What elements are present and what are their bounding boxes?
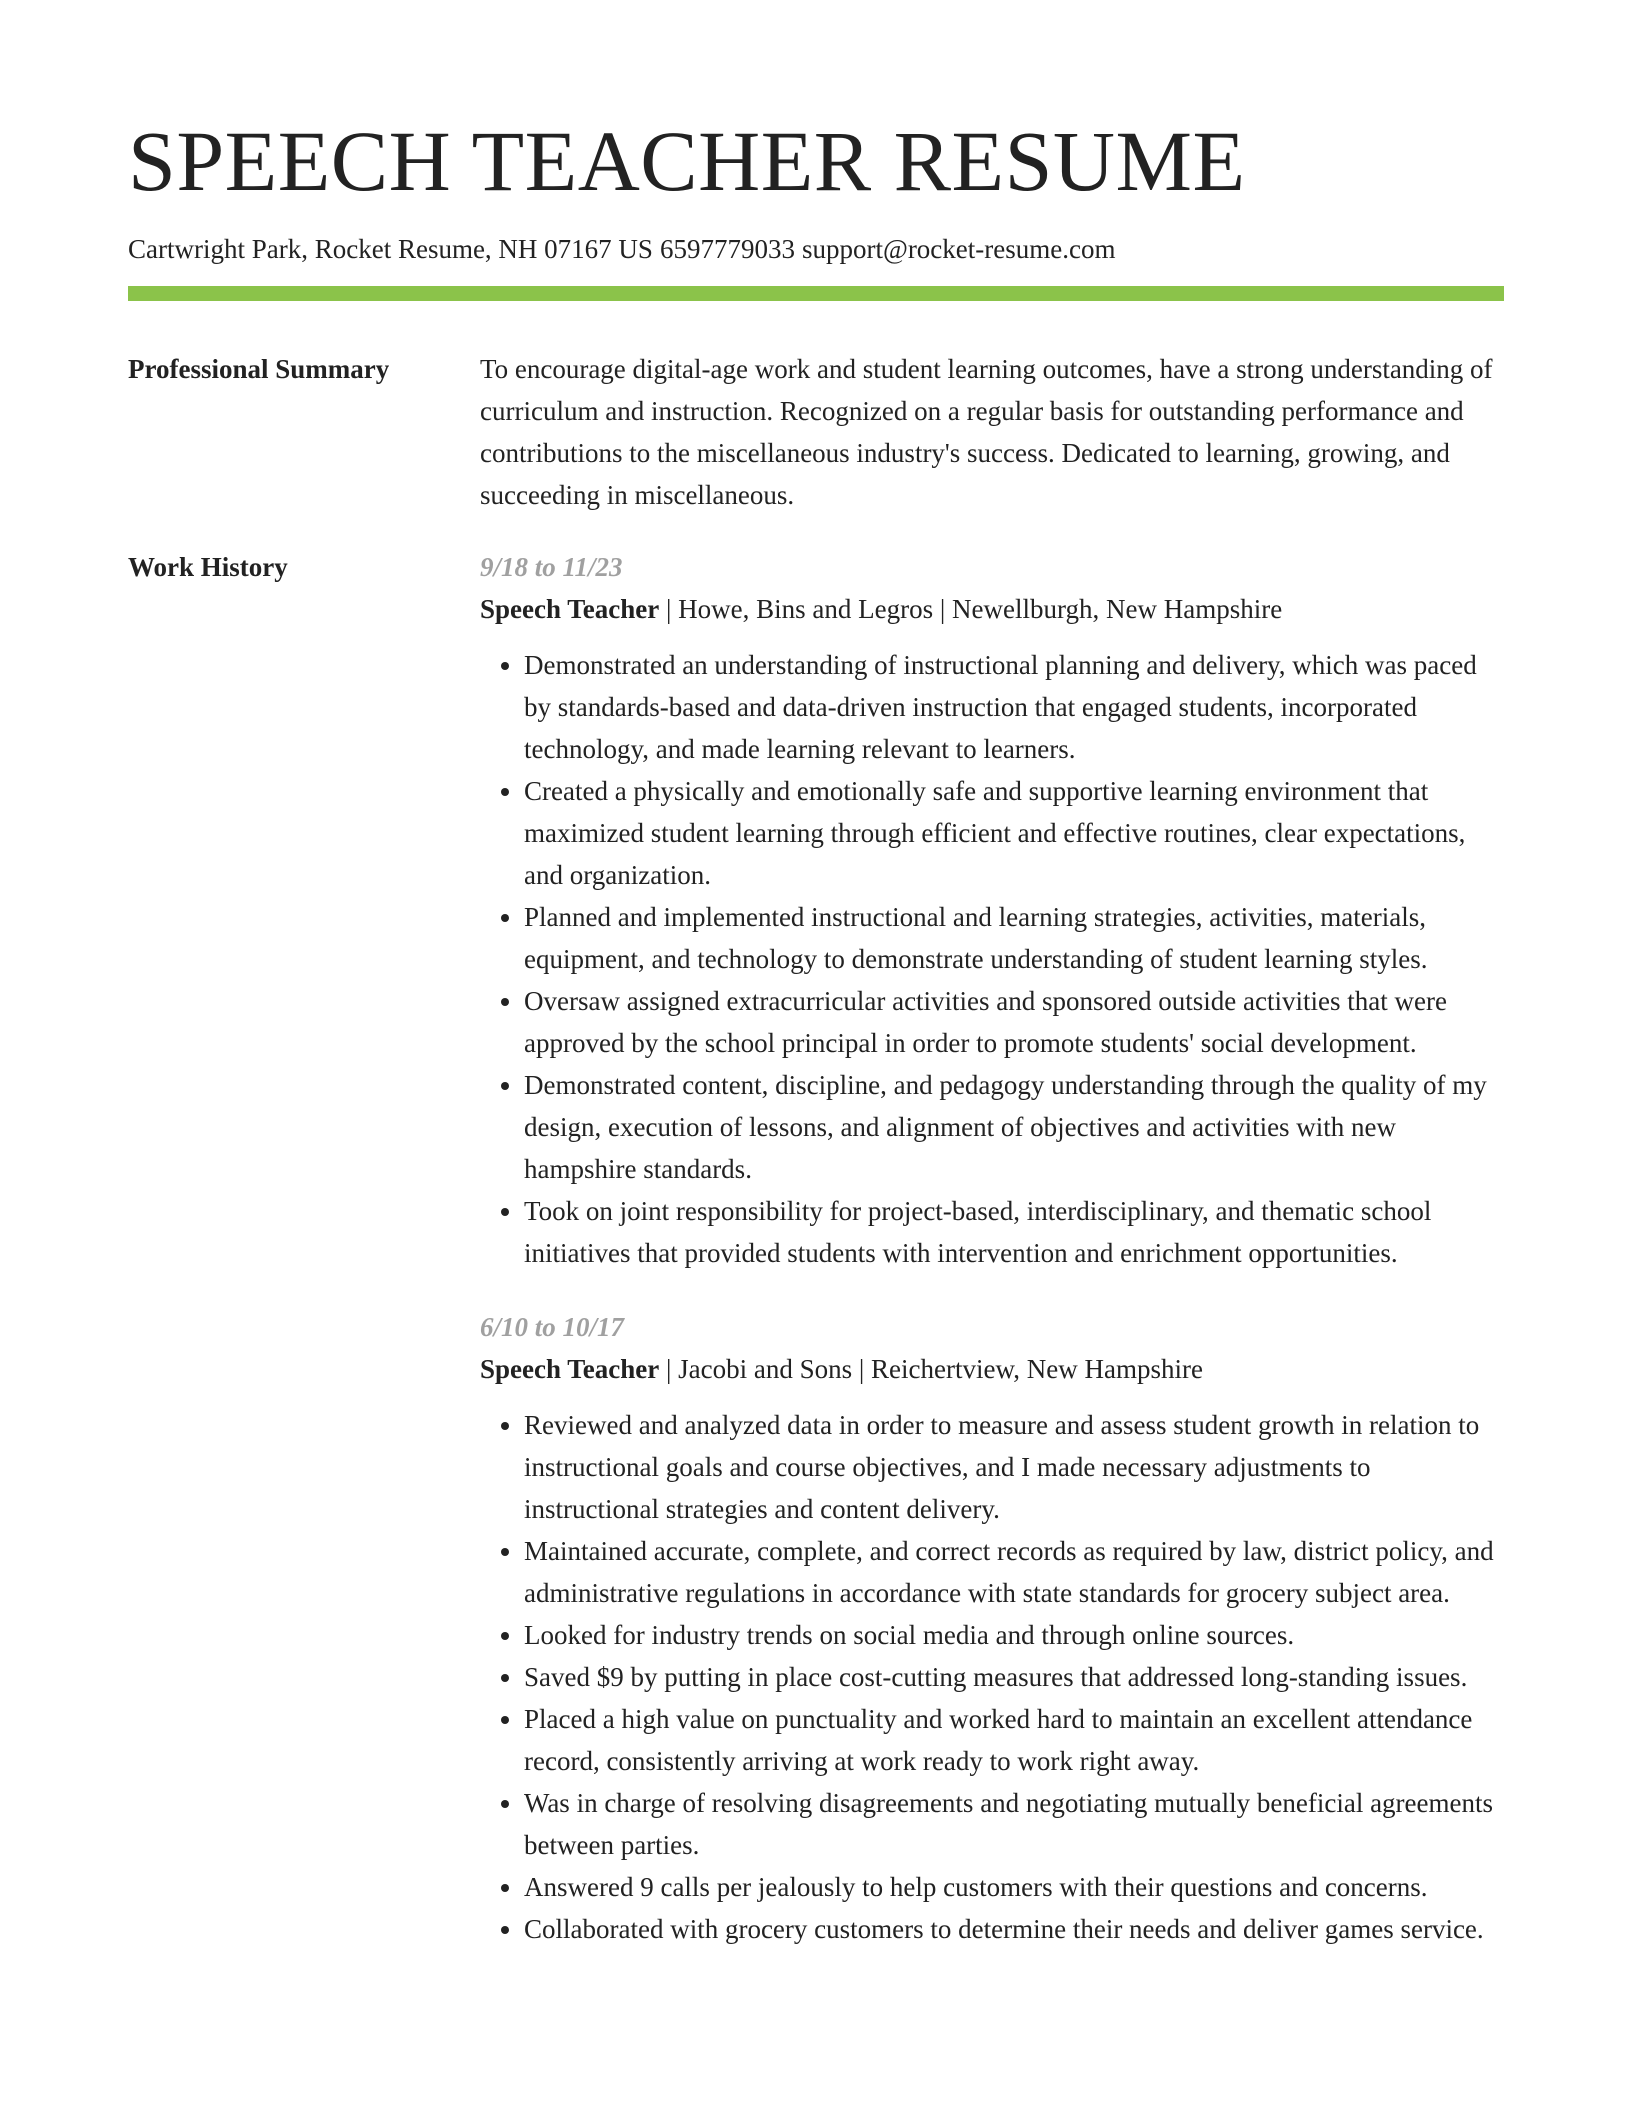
- header-divider: [128, 286, 1504, 301]
- job-bullet: • Was in charge of resolving disagreements and negotiating mutually beneficial agreements between parties.: [524, 1782, 1504, 1866]
- job-bullets: [480, 1404, 1504, 1950]
- job-entry: [480, 1306, 1504, 1950]
- job-bullet: • Planned and implemented instructional and learning strategies, activities, materials, equipment, and technology to demonstrate understanding of student learning styles.: [524, 896, 1504, 980]
- job-header: Speech Teacher | Howe, Bins and Legros | Newellburgh, New Hampshire: [480, 594, 1283, 624]
- job-bullet: • Looked for industry trends on social media and through online sources.: [524, 1614, 1504, 1656]
- job-location: Reichertview, New Hampshire: [871, 1354, 1203, 1384]
- job-dates: 6/10 to 10/17: [480, 1312, 625, 1342]
- job-bullet: • Saved $9 by putting in place cost-cutting measures that addressed long-standing issues.: [524, 1656, 1504, 1698]
- job-bullet: • Took on joint responsibility for project-based, interdisciplinary, and thematic school initiatives that provided students with intervention and enrichment opportunities.: [524, 1190, 1504, 1274]
- job-bullet: • Collaborated with grocery customers to determine their needs and deliver games service.: [524, 1908, 1504, 1950]
- job-bullet: • Reviewed and analyzed data in order to measure and assess student growth in relation to instructional goals and course objectives, and I made necessary adjustments to instructional strategies and content delivery.: [524, 1404, 1504, 1530]
- job-header: Speech Teacher | Jacobi and Sons | Reichertview, New Hampshire: [480, 1354, 1203, 1384]
- job-bullet: • Oversaw assigned extracurricular activities and sponsored outside activities that were approved by the school principal in order to promote students' social development.: [524, 980, 1504, 1064]
- work-history-section: [480, 546, 1504, 1950]
- job-bullet: • Created a physically and emotionally safe and supportive learning environment that maximized student learning through efficient and effective routines, clear expectations, and organization.: [524, 770, 1504, 896]
- contact-line: [128, 232, 1115, 266]
- work-history-heading: Work History: [128, 552, 288, 582]
- resume-title: SPEECH TEACHER RESUME: [128, 113, 1246, 209]
- contact-email: support@rocket-resume.com: [801, 234, 1116, 264]
- job-role: Speech Teacher: [480, 594, 660, 624]
- summary-text: To encourage digital-age work and student learning outcomes, have a strong understanding of curriculum and instruction. Recognized on a regular basis for outstanding performance and contributions to the miscellaneous industry's success. Dedicated to learning, growing, and succeeding in miscellaneous.: [480, 354, 1493, 510]
- job-dates: 9/18 to 11/23: [480, 552, 623, 582]
- job-entry: [480, 546, 1504, 1274]
- summary-heading: Professional Summary: [128, 354, 390, 384]
- job-bullet: • Demonstrated an understanding of instructional planning and delivery, which was paced by standards-based and data-driven instruction that engaged students, incorporated technology, and made learning relevant to learners.: [524, 644, 1504, 770]
- job-bullet: • Demonstrated content, discipline, and pedagogy understanding through the quality of my design, execution of lessons, and alignment of objectives and activities with new hampshire standards.: [524, 1064, 1504, 1190]
- summary-section: [480, 348, 1504, 516]
- job-bullet: • Placed a high value on punctuality and worked hard to maintain an excellent attendance record, consistently arriving at work ready to work right away.: [524, 1698, 1504, 1782]
- contact-phone: 6597779033: [659, 234, 795, 264]
- job-company: Jacobi and Sons: [678, 1354, 853, 1384]
- job-bullet: • Answered 9 calls per jealously to help customers with their questions and concerns.: [524, 1866, 1504, 1908]
- job-bullets: [480, 644, 1504, 1274]
- job-location: Newellburgh, New Hampshire: [952, 594, 1283, 624]
- job-bullet: • Maintained accurate, complete, and correct records as required by law, district policy, and administrative regulations in accordance with state standards for grocery subject area.: [524, 1530, 1504, 1614]
- job-company: Howe, Bins and Legros: [678, 594, 934, 624]
- contact-address: Cartwright Park, Rocket Resume, NH 07167 US: [128, 234, 653, 264]
- job-role: Speech Teacher: [480, 1354, 660, 1384]
